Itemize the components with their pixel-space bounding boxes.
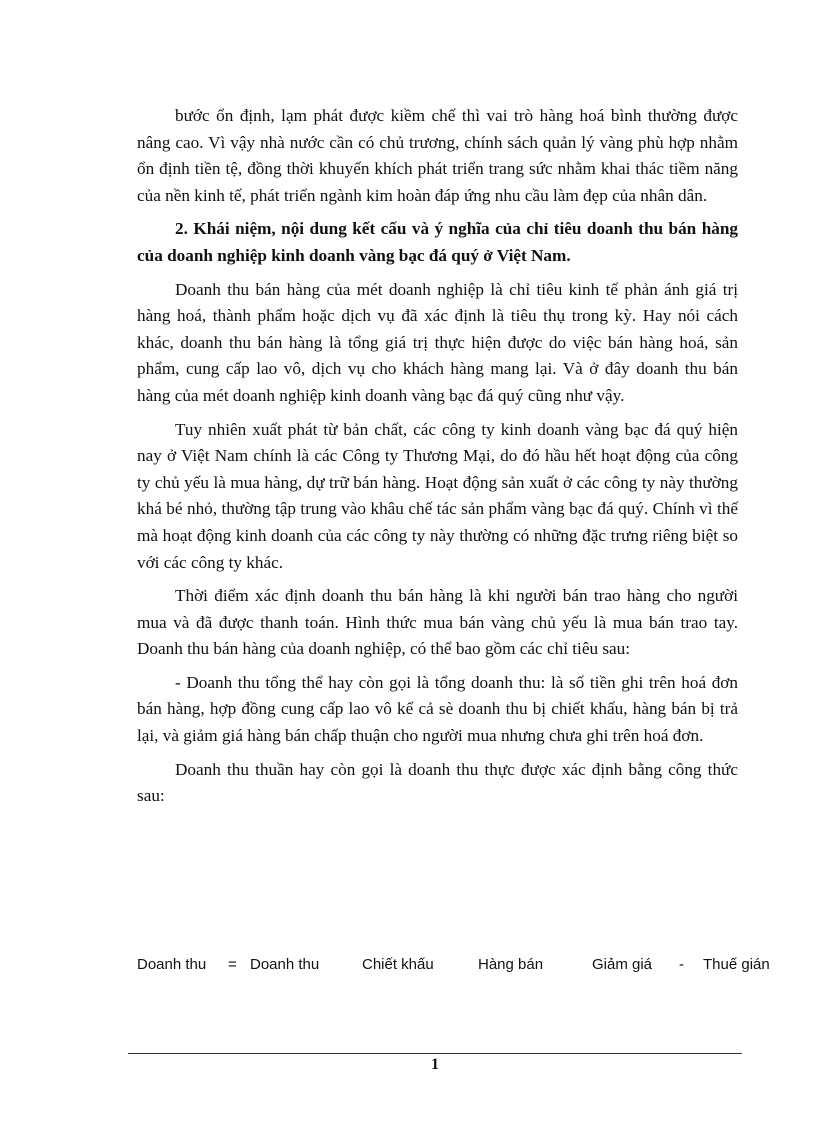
paragraph-4: Thời điểm xác định doanh thu bán hàng là khi người bán trao hàng cho người mua và đã được thanh toán. Hình thức mua bán vàng chủ yếu là mua bán trao tay. Doanh thu bán hàng của doanh nghiệp, có thể bao gồm các chỉ tiêu sau: [137, 586, 738, 659]
formula-minus-sign: - [679, 956, 684, 973]
document-body [137, 103, 738, 817]
formula-term-indirect-tax: Thuế gián [703, 956, 770, 973]
paragraph-1: bước ổn định, lạm phát được kiềm chế thì vai trò hàng hoá bình thường được nâng cao. Vì vậy nhà nước cần có chủ trương, chính sách quản lý vàng phù hợp nhằm ổn định tiền tệ, đồng thời khuyến khích phát triển trang sức nhằm khai thác tiềm năng của nền kinh tế, phát triển ngành kim hoàn đáp ứng nhu cầu làm đẹp của nhân dân. [137, 106, 738, 205]
footer-divider [128, 1053, 742, 1054]
paragraph-6: Doanh thu thuần hay còn gọi là doanh thu thực được xác định bằng công thức sau: [137, 759, 738, 806]
formula-term-net-revenue: Doanh thu [137, 956, 207, 973]
formula-term-price-reduction: Giảm giá [592, 956, 653, 973]
formula-term-discount: Chiết khấu [362, 956, 434, 973]
paragraph-2: Doanh thu bán hàng của mét doanh nghiệp là chỉ tiêu kinh tế phản ánh giá trị hàng hoá, thành phẩm hoặc dịch vụ đã xác định là tiêu thụ trong kỳ. Hay nói cách khác, doanh thu bán hàng là tổng giá trị thực hiện được do việc bán hàng hoá, sản phẩm, cung cấp lao vô, dịch vụ cho khách hàng mang lại. Và ở đây doanh thu bán hàng của mét doanh nghiệp kinh doanh vàng bạc đá quý cũng như vậy. [137, 279, 738, 405]
section-heading: 2. Khái niệm, nội dung kết cấu và ý nghĩa của chỉ tiêu doanh thu bán hàng của doanh nghiệp kinh doanh vàng bạc đá quý ở Việt Nam. [137, 219, 738, 265]
formula-term-total-revenue: Doanh thu [250, 956, 320, 973]
formula-term-returned-goods: Hàng bán [478, 956, 544, 973]
formula-equals-sign: = [228, 956, 237, 973]
page-number: 1 [431, 1056, 439, 1073]
paragraph-5: - Doanh thu tổng thể hay còn gọi là tổng doanh thu: là số tiền ghi trên hoá đơn bán hàng, hợp đồng cung cấp lao vô kể cả sè doanh thu bị chiết khấu, hàng bán bị trả lại, và giảm giá hàng bán chấp thuận cho người mua nhưng chưa ghi trên hoá đơn. [137, 672, 738, 746]
revenue-formula [137, 956, 787, 976]
paragraph-3: Tuy nhiên xuất phát từ bản chất, các công ty kinh doanh vàng bạc đá quý hiện nay ở Việt Nam chính là các Công ty Thương Mại, do đó hầu hết hoạt động của công ty chủ yếu là mua hàng, dự trữ bán hàng. Hoạt động sản xuất ở các công ty này thường khá bé nhỏ, thường tập trung vào khâu chế tác sản phẩm vàng bạc đá quý. Chính vì thế mà hoạt động kinh doanh của các công ty này thường có những đặc trưng riêng biệt so với các công ty khác. [137, 419, 738, 572]
